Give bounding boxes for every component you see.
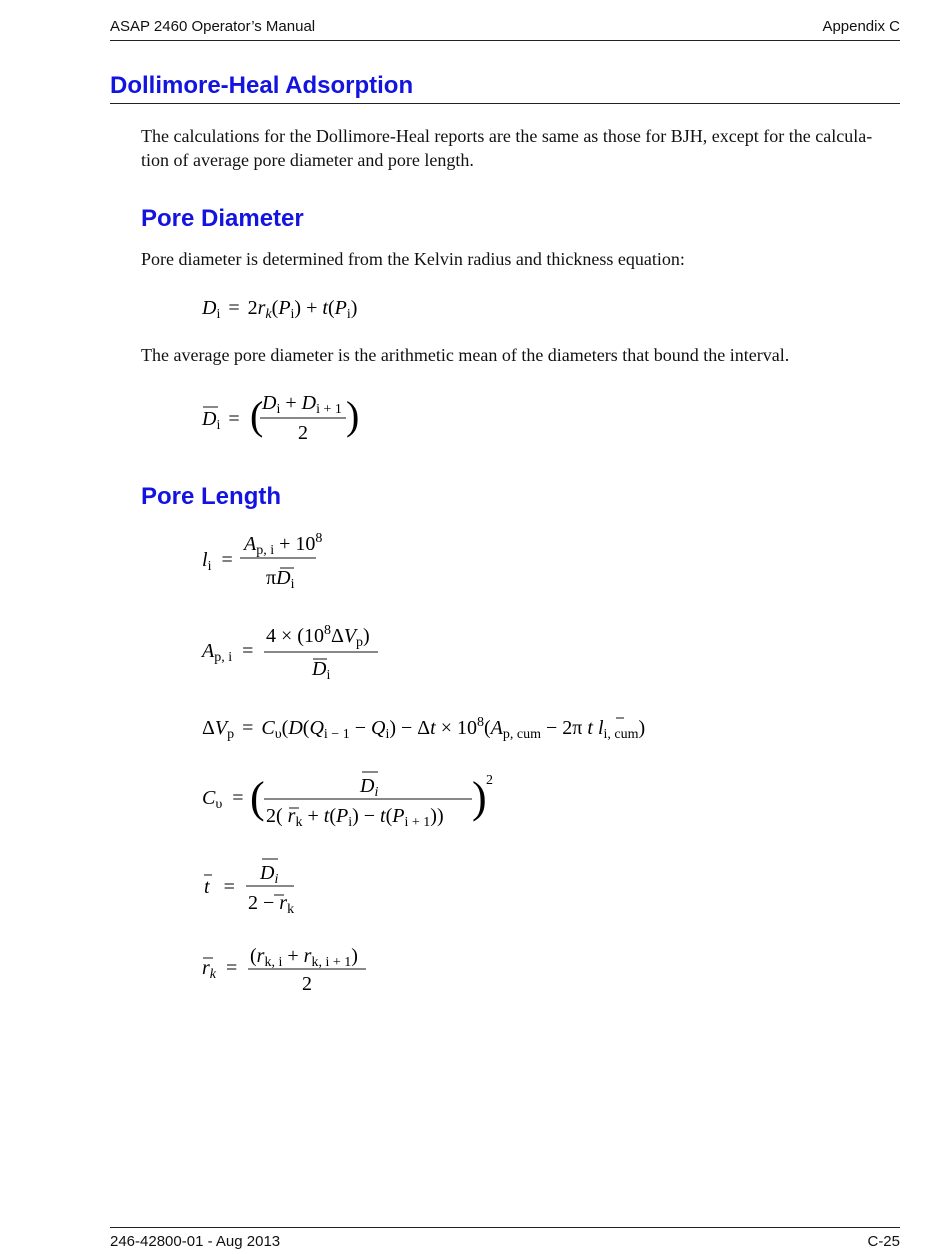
equation-r-bar xyxy=(196,940,396,1000)
equation-pore-length xyxy=(196,528,396,592)
svg-text:t=: t = xyxy=(204,876,235,898)
header-manual-title: ASAP 2460 Operator’s Manual xyxy=(110,18,316,35)
svg-text:(: ( xyxy=(250,773,265,822)
svg-text:Di=2rk(Pi) + t(Pi): $D_i = 2r_k(P_i) + t(P_i)$ xyxy=(202,297,358,322)
pore-diameter-text: Pore diameter is determined from the Kelvin radius and thickness equation: xyxy=(141,249,685,269)
svg-text:2( rk + t(Pi) − t(Pi + 1)): 2( $r_k + t(P_i) - t(P_{i + 1})$) xyxy=(266,805,444,830)
equation-pore-diameter xyxy=(196,290,456,326)
svg-text:Di + Di + 1: $D_i + D_{i + 1}$ xyxy=(262,392,342,417)
svg-text:2: 2 xyxy=(302,973,312,995)
equation-pore-volume xyxy=(196,708,716,748)
svg-text:): ) xyxy=(346,393,360,438)
svg-text:li=: $l_i$ = xyxy=(202,549,233,574)
svg-text:Di: $D_i$ xyxy=(360,775,379,800)
svg-text:2 − rk: $2 - r_k$ xyxy=(248,892,295,917)
svg-text:Di=: $D_i$ = xyxy=(202,408,240,433)
svg-text:): ) xyxy=(472,773,487,822)
intro-paragraph: The calculations for the Dollimore-Heal reports are the same as those for BJH, except for the calcula-tion of average pore diameter and pore length. xyxy=(141,126,873,170)
header-appendix: Appendix C xyxy=(822,18,900,35)
svg-text:Ap, i=: $A_{p, i}$ = xyxy=(202,640,254,665)
footer-doc-number: 246-42800-01 - Aug 2013 xyxy=(110,1233,281,1250)
pore-diameter-heading: Pore Diameter xyxy=(141,205,304,232)
svg-text:Cυ=: $C_\upsilon$ = xyxy=(202,787,244,812)
average-diameter-text: The average pore diameter is the arithmetic mean of the diameters that bound the interval. xyxy=(141,345,790,365)
svg-text:Ap, i + 108: $A_{p, i} + 10^8$ xyxy=(244,531,323,558)
svg-text:(: ( xyxy=(250,393,264,438)
equation-average-diameter xyxy=(196,385,396,449)
equation-pore-area xyxy=(196,615,416,685)
svg-text:2: 2 xyxy=(486,773,493,788)
equation-c-upsilon xyxy=(196,768,516,834)
svg-text:Di: $D_i$ xyxy=(260,862,279,887)
svg-text:2: 2 xyxy=(298,422,308,444)
page-footer xyxy=(110,1227,900,1250)
pore-length-heading: Pore Length xyxy=(141,483,282,510)
footer-page-number: C-25 xyxy=(867,1233,900,1250)
svg-text:πDi: $\pi D_i$ xyxy=(266,567,295,592)
svg-text:ΔVp=Cυ(D(Qi − 1 − Qi) − Δt × 1: $\Delta V_p = C_\upsilon(D(Q_{i - 1} - Q_i) - \Delta t \times 10^8(A_{p, cum} - 2\pi$ t $l_{i, cum}$) xyxy=(202,715,646,742)
svg-text:Di: $D_i$ xyxy=(312,658,331,683)
equation-t-bar xyxy=(196,855,356,921)
svg-text:rk=: $r_k$ = xyxy=(202,957,238,982)
svg-text:(rk, i + rk, i + 1): $(r_{k, i} + r_{k, i + 1})$ xyxy=(250,945,358,970)
page-header xyxy=(110,18,900,41)
section-title: Dollimore-Heal Adsorption xyxy=(110,72,900,104)
svg-text:4 × (108ΔVp): $4 \times (10^8\Delta V_p)$ xyxy=(266,623,370,650)
